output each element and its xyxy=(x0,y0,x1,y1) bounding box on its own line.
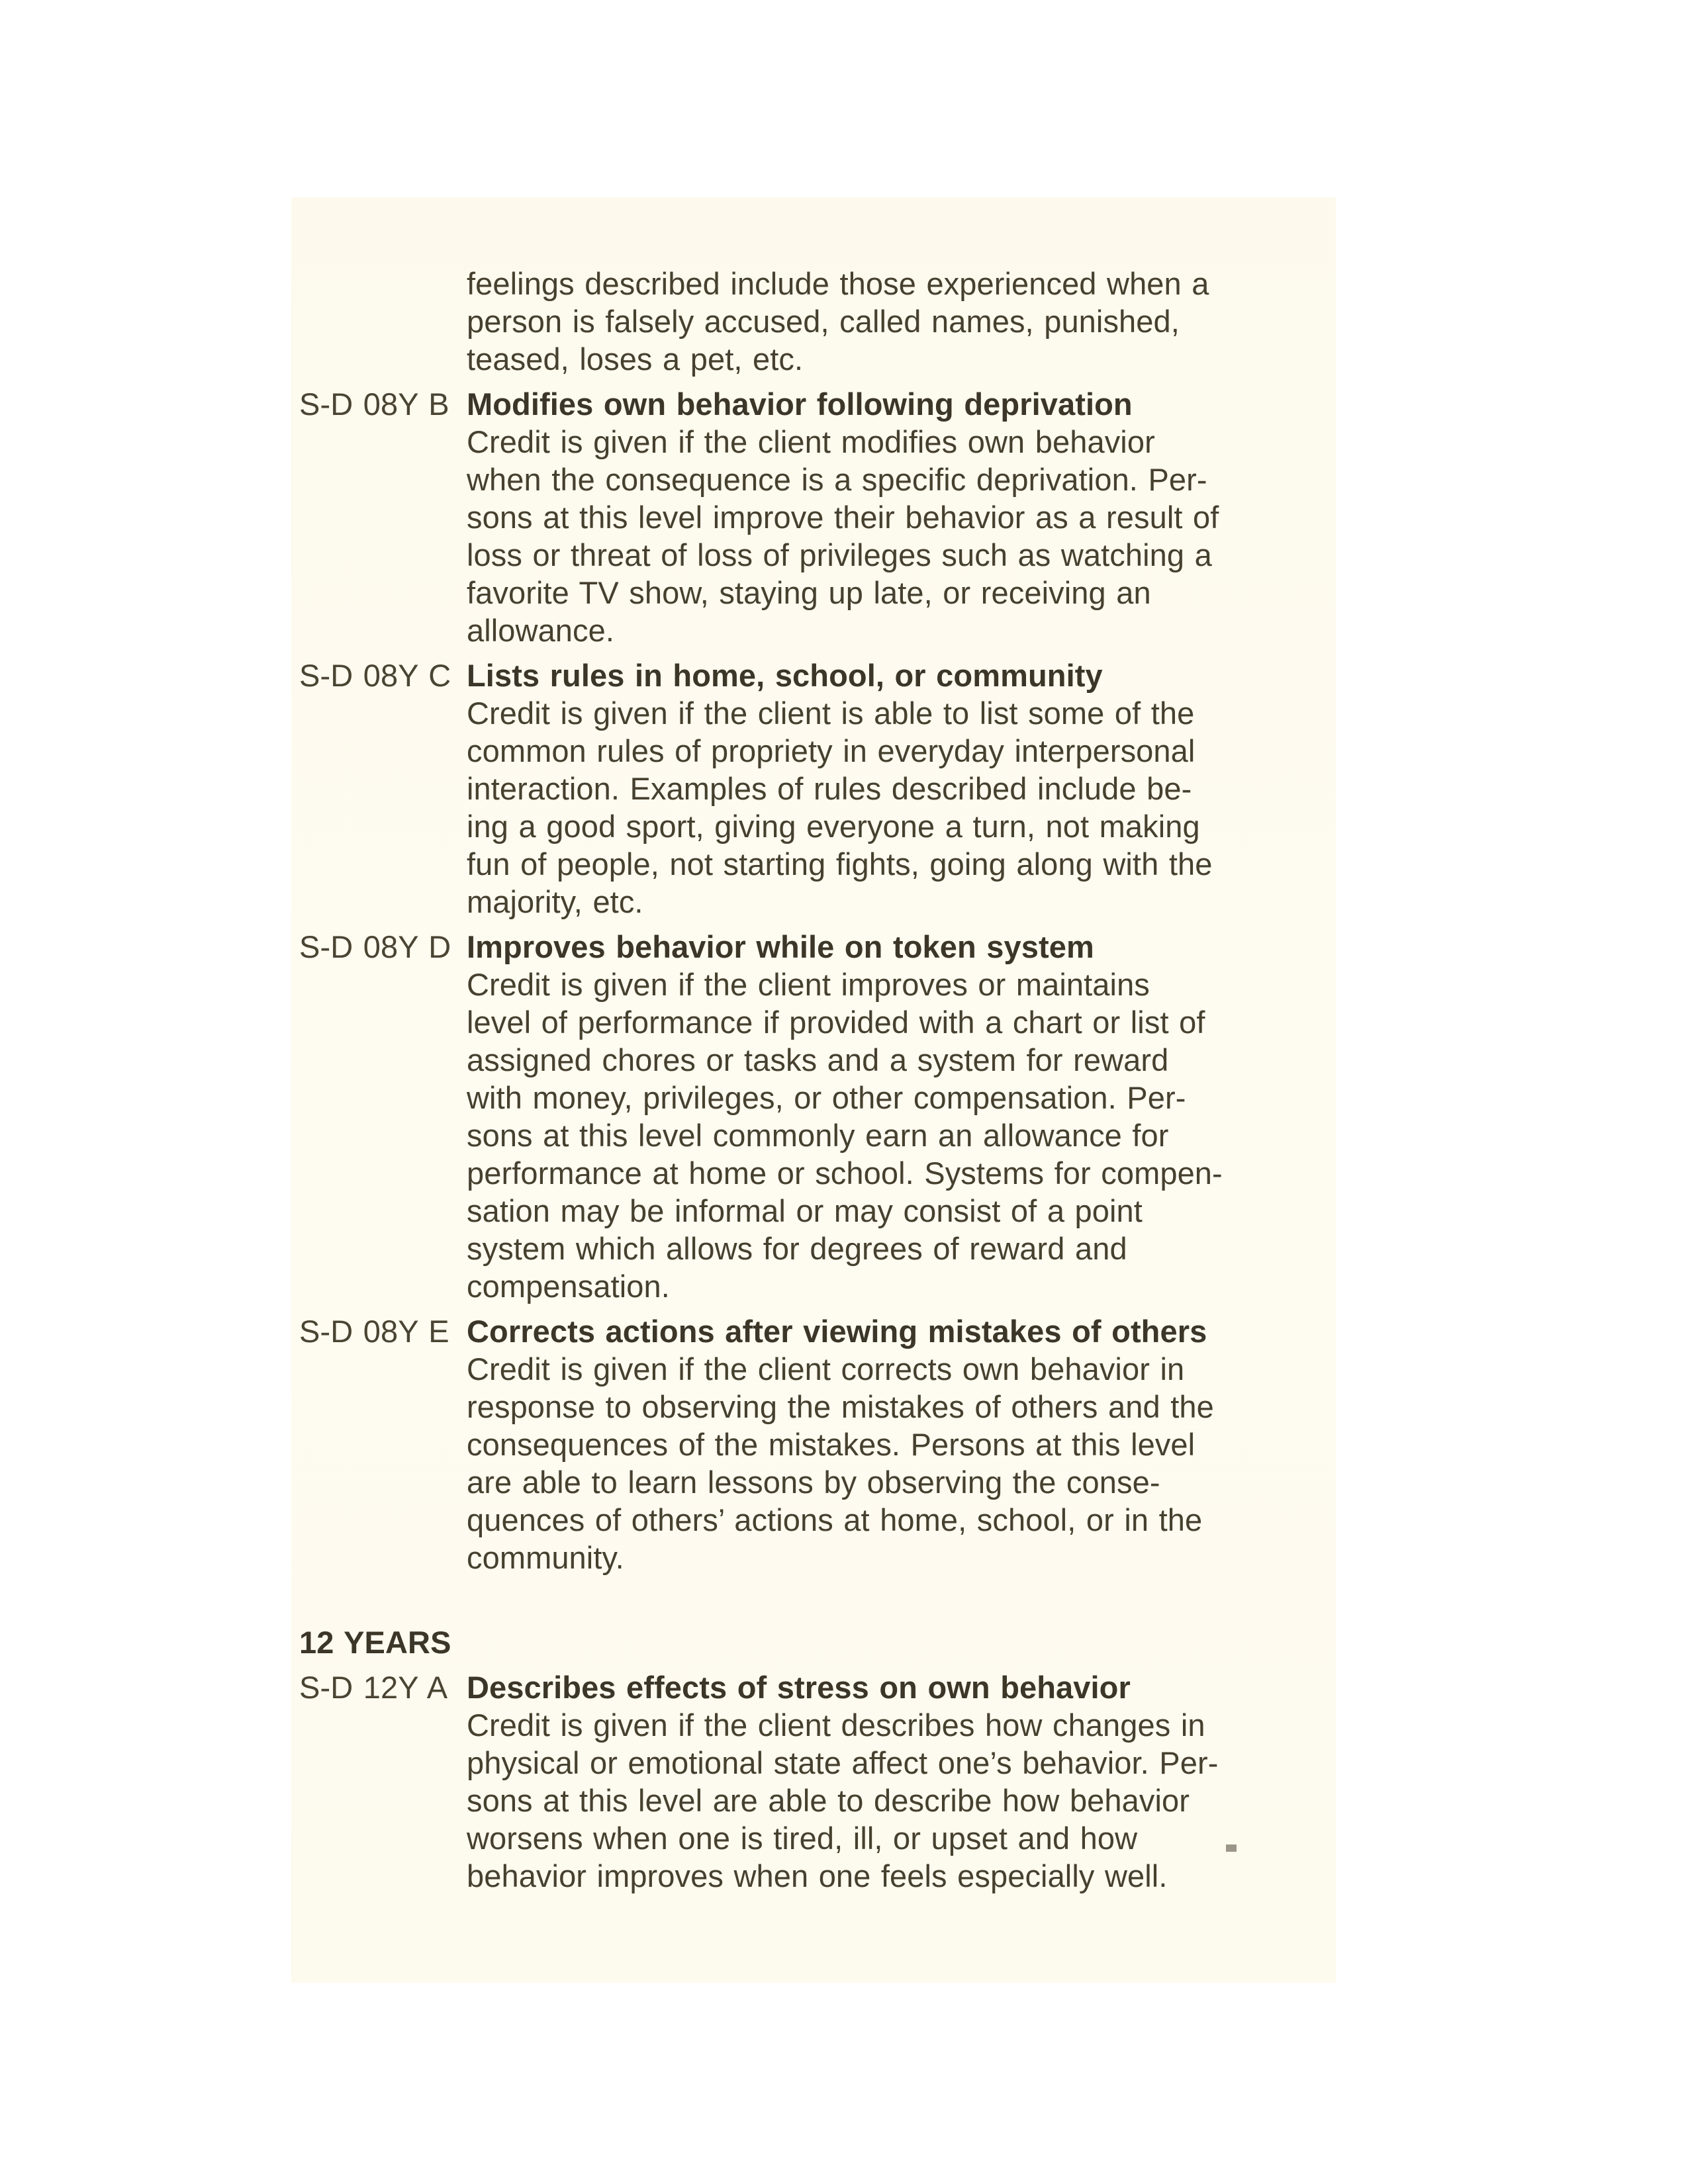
text-line: compensation. xyxy=(467,1269,670,1304)
entry-title: Lists rules in home, school, or community xyxy=(467,658,1103,693)
text-line: allowance. xyxy=(467,613,615,648)
section-heading: 12 YEARS xyxy=(299,1625,451,1660)
text-line: performance at home or school. Systems for compen- xyxy=(467,1156,1223,1191)
entry-title: Modifies own behavior following deprivation xyxy=(467,387,1133,422)
text-line: majority, etc. xyxy=(467,884,643,919)
text-line: consequences of the mistakes. Persons at this level xyxy=(467,1427,1196,1462)
text-line: Credit is given if the client improves or maintains xyxy=(467,967,1150,1002)
text-line: Credit is given if the client is able to list some of the xyxy=(467,696,1195,731)
entry-code: S-D 08Y D xyxy=(299,929,451,964)
text-line: when the consequence is a specific deprivation. Per- xyxy=(467,462,1207,497)
text-line: ing a good sport, giving everyone a turn, not making xyxy=(467,809,1200,844)
catalog-entry xyxy=(299,928,1312,1305)
entry-body xyxy=(467,265,1312,378)
text-line: quences of others’ actions at home, school, or in the xyxy=(467,1502,1203,1537)
entry-body xyxy=(467,385,1312,649)
text-line: sons at this level commonly earn an allowance for xyxy=(467,1118,1169,1153)
text-line: worsens when one is tired, ill, or upset and how xyxy=(467,1821,1138,1856)
catalog-entry xyxy=(299,657,1312,921)
entry-body xyxy=(467,1312,1312,1576)
text-line: system which allows for degrees of reward and xyxy=(467,1231,1127,1266)
text-line: loss or threat of loss of privileges such as watching a xyxy=(467,537,1212,572)
text-line: feelings described include those experienced when a xyxy=(467,266,1209,301)
text-line: level of performance if provided with a chart or list of xyxy=(467,1005,1205,1040)
entry-code: S-D 08Y E xyxy=(299,1314,449,1349)
text-line: fun of people, not starting fights, going along with the xyxy=(467,846,1213,882)
entry-code: S-D 12Y A xyxy=(299,1670,448,1705)
text-line: are able to learn lessons by observing the conse- xyxy=(467,1465,1160,1500)
entry-code: S-D 08Y B xyxy=(299,387,449,422)
entry-title: Improves behavior while on token system xyxy=(467,929,1094,964)
text-line: Credit is given if the client modifies own behavior xyxy=(467,424,1155,459)
entry-title: Describes effects of stress on own behavior xyxy=(467,1670,1131,1705)
catalog-entry xyxy=(299,1668,1312,1895)
entry-body xyxy=(467,657,1312,921)
document-content xyxy=(299,265,1312,1902)
text-line: teased, loses a pet, etc. xyxy=(467,341,804,377)
text-line: Credit is given if the client describes how changes in xyxy=(467,1707,1205,1743)
text-line: person is falsely accused, called names, punished, xyxy=(467,304,1180,339)
text-line: physical or emotional state affect one’s behavior. Per- xyxy=(467,1745,1219,1780)
entry-code: S-D 08Y C xyxy=(299,658,451,693)
catalog-entry xyxy=(299,385,1312,649)
entry-code xyxy=(299,265,467,378)
text-line: assigned chores or tasks and a system for reward xyxy=(467,1042,1169,1077)
text-line: with money, privileges, or other compensation. Per- xyxy=(467,1080,1186,1115)
continuation-paragraph xyxy=(299,265,1312,378)
scan-speck xyxy=(1226,1844,1237,1852)
entry-title: Corrects actions after viewing mistakes of others xyxy=(467,1314,1207,1349)
text-line: sons at this level are able to describe how behavior xyxy=(467,1783,1190,1818)
catalog-entry xyxy=(299,1312,1312,1576)
entry-body xyxy=(467,928,1312,1305)
text-line: sation may be informal or may consist of a point xyxy=(467,1193,1143,1228)
entry-body xyxy=(467,1668,1312,1895)
text-line: favorite TV show, staying up late, or receiving an xyxy=(467,575,1151,610)
text-line: interaction. Examples of rules described include be- xyxy=(467,771,1192,806)
text-line: sons at this level improve their behavior as a result of xyxy=(467,500,1219,535)
text-line: common rules of propriety in everyday interpersonal xyxy=(467,733,1196,768)
text-line: community. xyxy=(467,1540,624,1575)
text-line: Credit is given if the client corrects own behavior in xyxy=(467,1351,1185,1387)
text-line: response to observing the mistakes of others and the xyxy=(467,1389,1214,1424)
text-line: behavior improves when one feels especially well. xyxy=(467,1858,1168,1893)
